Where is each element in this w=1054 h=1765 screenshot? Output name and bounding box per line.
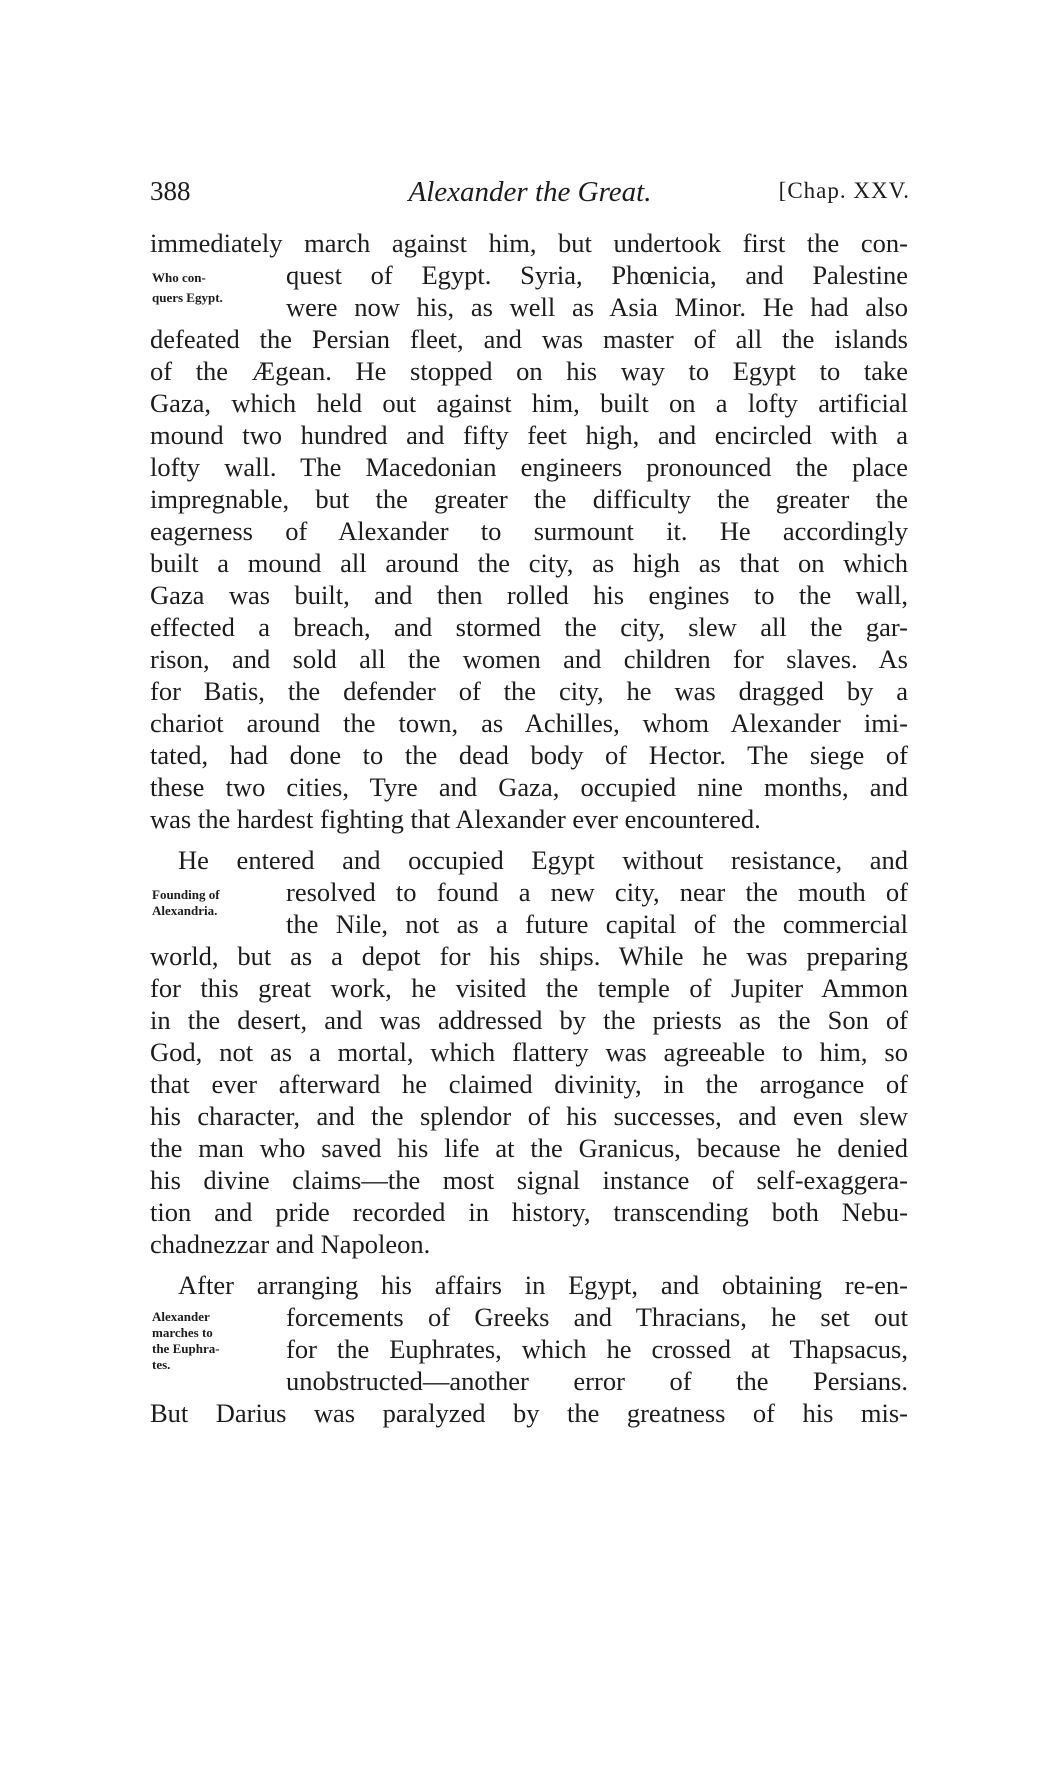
running-header [150, 176, 910, 216]
text-line: God, not as a mortal, which flattery was agreeable to him, so [150, 1037, 908, 1067]
text-line: the Nile, not as a future capital of the commercial [286, 909, 908, 939]
text-line: chariot around the town, as Achilles, whom Alexander imi- [150, 708, 908, 738]
text-line: that ever afterward he claimed divinity, in the arrogance of [150, 1069, 908, 1099]
text-line: were now his, as well as Asia Minor. He had also [286, 292, 908, 322]
page-number: 388 [150, 176, 191, 206]
sidenote-line: marches to [152, 1325, 213, 1340]
text-line: eagerness of Alexander to surmount it. He accordingly [150, 516, 908, 546]
text-line: quest of Egypt. Syria, Phœnicia, and Palestine [286, 260, 908, 290]
text-line: defeated the Persian fleet, and was master of all the islands [150, 324, 908, 354]
text-line: immediately march against him, but undertook first the con- [150, 228, 908, 258]
text-line: unobstructed—another error of the Persians. [286, 1366, 908, 1396]
text-line: But Darius was paralyzed by the greatness of his mis- [150, 1398, 908, 1428]
sidenote-line: Who con- [152, 270, 206, 285]
text-line: tated, had done to the dead body of Hector. The siege of [150, 740, 908, 770]
sidenote-line: tes. [152, 1357, 171, 1372]
text-line: of the Ægean. He stopped on his way to Egypt to take [150, 356, 908, 386]
text-line: built a mound all around the city, as high as that on which [150, 548, 908, 578]
running-title: Alexander the Great. [408, 176, 652, 208]
text-line: for Batis, the defender of the city, he was dragged by a [150, 676, 908, 706]
sidenote-line: Alexandria. [152, 903, 218, 918]
chapter-label: [Chap. XXV. [778, 178, 910, 203]
text-line: his divine claims—the most signal instance of self-exaggera- [150, 1165, 908, 1195]
sidenote-line: Founding of [152, 887, 220, 902]
text-line: his character, and the splendor of his successes, and even slew [150, 1101, 908, 1131]
text-line: these two cities, Tyre and Gaza, occupied nine months, and [150, 772, 908, 802]
sidenote-line: quers Egypt. [152, 290, 223, 305]
text-line: the man who saved his life at the Granicus, because he denied [150, 1133, 908, 1163]
text-line: forcements of Greeks and Thracians, he set out [286, 1302, 908, 1332]
text-line: chadnezzar and Napoleon. [150, 1229, 431, 1259]
text-line: effected a breach, and stormed the city, slew all the gar- [150, 612, 908, 642]
text-line: world, but as a depot for his ships. While he was preparing [150, 941, 908, 971]
sidenote-line: the Euphra- [152, 1341, 220, 1356]
text-line: lofty wall. The Macedonian engineers pronounced the place [150, 452, 908, 482]
text-line: Gaza was built, and then rolled his engines to the wall, [150, 580, 908, 610]
text-line: After arranging his affairs in Egypt, and obtaining re-en- [178, 1270, 908, 1300]
text-line: He entered and occupied Egypt without resistance, and [178, 845, 908, 875]
text-line: Gaza, which held out against him, built on a lofty artificial [150, 388, 908, 418]
text-line: resolved to found a new city, near the mouth of [286, 877, 908, 907]
text-line: rison, and sold all the women and children for slaves. As [150, 644, 908, 674]
text-line: in the desert, and was addressed by the priests as the Son of [150, 1005, 908, 1035]
text-line: was the hardest fighting that Alexander ever encountered. [150, 804, 761, 834]
sidenote-line: Alexander [152, 1309, 210, 1324]
text-line: tion and pride recorded in history, transcending both Nebu- [150, 1197, 908, 1227]
text-line: mound two hundred and fifty feet high, and encircled with a [150, 420, 908, 450]
text-line: impregnable, but the greater the difficulty the greater the [150, 484, 908, 514]
text-line: for the Euphrates, which he crossed at Thapsacus, [286, 1334, 908, 1364]
text-line: for this great work, he visited the temple of Jupiter Ammon [150, 973, 908, 1003]
